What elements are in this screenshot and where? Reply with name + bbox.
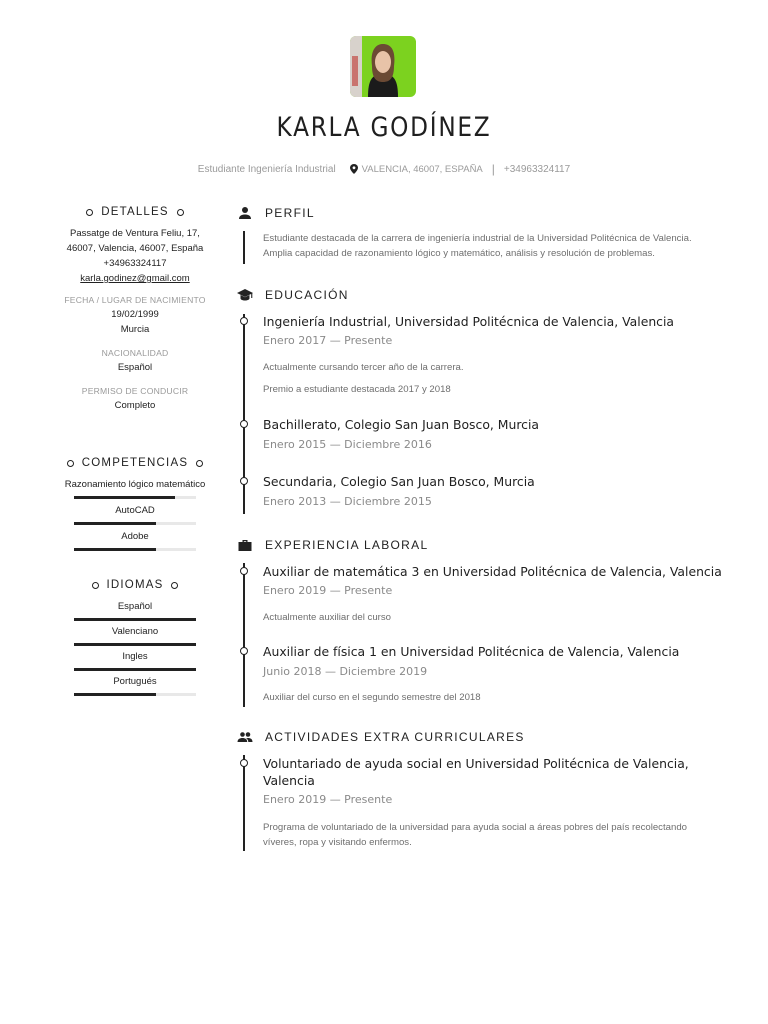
details-phone: +34963324117 xyxy=(103,258,167,269)
email-link[interactable]: karla.godinez@gmail.com xyxy=(80,273,190,284)
language-label: Ingles xyxy=(122,651,148,662)
language-item xyxy=(60,650,210,671)
education-entry-desc: Actualmente cursando tercer año de la carrera. xyxy=(263,362,464,373)
language-item xyxy=(60,600,210,621)
nationality-label: NACIONALIDAD xyxy=(101,348,169,358)
candidate-name: KARLA GODÍNEZ xyxy=(276,112,492,143)
header-separator: | xyxy=(491,162,495,176)
experience-entry-title: Auxiliar de matemática 3 en Universidad Politécnica de Valencia, Valencia xyxy=(263,564,722,579)
education-heading xyxy=(237,287,349,303)
language-level-fill xyxy=(74,668,196,671)
education-title: EDUCACIÓN xyxy=(265,288,349,302)
experience-heading xyxy=(237,537,428,553)
activities-entry-title: Voluntariado de ayuda social en Universidad Politécnica de Valencia, Valencia xyxy=(263,756,689,788)
skill-label: Adobe xyxy=(121,531,149,542)
profile-photo xyxy=(350,36,416,97)
birth-label: FECHA / LUGAR DE NACIMIENTO xyxy=(64,295,206,305)
profile-title: PERFIL xyxy=(265,206,315,220)
skill-label: Razonamiento lógico matemático xyxy=(64,479,206,490)
experience-entry-desc: Actualmente auxiliar del curso xyxy=(263,612,391,623)
skill-item xyxy=(60,504,210,525)
skill-level-bar xyxy=(74,548,196,551)
job-title: Estudiante Ingeniería Industrial xyxy=(197,163,336,175)
activities-timeline-line xyxy=(243,755,245,851)
language-level-fill xyxy=(74,618,196,621)
languages-section xyxy=(60,579,210,700)
education-entry-date: Enero 2013 — Diciembre 2015 xyxy=(263,495,432,508)
education-entry-title: Ingeniería Industrial, Universidad Politécnica de Valencia, Valencia xyxy=(263,314,675,329)
birth-date: 19/02/1999 xyxy=(111,309,159,320)
language-label: Español xyxy=(117,601,153,612)
skill-level-bar xyxy=(74,522,196,525)
details-section xyxy=(60,206,210,413)
experience-entry-date: Enero 2019 — Presente xyxy=(263,584,393,597)
experience-entry-title: Auxiliar de física 1 en Universidad Politécnica de Valencia, Valencia xyxy=(263,644,680,659)
skill-level-fill xyxy=(74,496,175,499)
timeline-dot xyxy=(240,477,248,485)
language-item xyxy=(60,625,210,646)
nationality-value: Español xyxy=(117,362,153,373)
language-level-bar xyxy=(74,668,196,671)
languages-title: IDIOMAS xyxy=(106,579,164,591)
license-label: PERMISO DE CONDUCIR xyxy=(81,386,189,396)
location xyxy=(350,164,483,175)
experience-entry-date: Junio 2018 — Diciembre 2019 xyxy=(263,665,428,678)
ring-icon xyxy=(67,460,74,467)
profile-text: Estudiante destacada de la carrera de ingeniería industrial de la Universidad Politécnica de Valencia. Amplia capacidad de razonamiento lógico y matemático, análisis y resolución de problemas. xyxy=(263,233,692,259)
address-line-2: 46007, Valencia, 46007, España xyxy=(66,243,204,254)
education-entry-desc: Premio a estudiante destacada 2017 y 2018 xyxy=(263,384,451,395)
timeline-dot xyxy=(240,759,248,767)
language-label: Valenciano xyxy=(111,626,159,637)
education-entry-title: Secundaria, Colegio San Juan Bosco, Murcia xyxy=(263,474,535,489)
timeline-dot xyxy=(240,317,248,325)
language-level-bar xyxy=(74,693,196,696)
ring-icon xyxy=(171,582,178,589)
person-icon xyxy=(237,205,253,221)
skill-level-bar xyxy=(74,496,196,499)
ring-icon xyxy=(92,582,99,589)
ring-icon xyxy=(86,209,93,216)
activities-entry-date: Enero 2019 — Presente xyxy=(263,793,393,806)
skill-level-fill xyxy=(74,548,156,551)
experience-entry-desc: Auxiliar del curso en el segundo semestre del 2018 xyxy=(263,692,481,703)
header-phone: +34963324117 xyxy=(503,163,571,175)
languages-heading xyxy=(60,579,210,591)
location-text: VALENCIA, 46007, ESPAÑA xyxy=(361,163,483,175)
language-item xyxy=(60,675,210,696)
ring-icon xyxy=(196,460,203,467)
skills-title: COMPETENCIAS xyxy=(81,457,189,469)
activities-title: ACTIVIDADES EXTRA CURRICULARES xyxy=(265,730,525,744)
language-level-bar xyxy=(74,643,196,646)
details-title: DETALLES xyxy=(101,206,169,218)
timeline-dot xyxy=(240,567,248,575)
timeline-dot xyxy=(240,647,248,655)
education-entry-date: Enero 2015 — Diciembre 2016 xyxy=(263,438,432,451)
education-entry-date: Enero 2017 — Presente xyxy=(263,334,393,347)
profile-heading xyxy=(237,205,315,221)
language-level-bar xyxy=(74,618,196,621)
experience-title: EXPERIENCIA LABORAL xyxy=(265,538,429,552)
graduation-cap-icon xyxy=(237,287,253,303)
header-contact-line xyxy=(0,162,768,176)
language-level-fill xyxy=(74,693,156,696)
skills-heading xyxy=(60,457,210,469)
language-level-fill xyxy=(74,643,196,646)
location-pin-icon xyxy=(350,164,358,174)
activities-entry-desc: Programa de voluntariado de la universidad para ayuda social a áreas pobres del país recolectando víveres, ropa y visitando enfermos. xyxy=(263,822,687,848)
ring-icon xyxy=(177,209,184,216)
skill-item xyxy=(60,478,210,499)
activities-heading xyxy=(237,729,525,745)
experience-timeline-line xyxy=(243,563,245,707)
license-value: Completo xyxy=(114,400,156,411)
skill-item xyxy=(60,530,210,551)
timeline-dot xyxy=(240,420,248,428)
people-icon xyxy=(237,729,253,745)
skills-section xyxy=(60,457,210,556)
address-line-1: Passatge de Ventura Feliu, 17, xyxy=(70,228,200,239)
language-label: Portugués xyxy=(113,676,157,687)
education-entry-title: Bachillerato, Colegio San Juan Bosco, Murcia xyxy=(263,417,539,432)
birth-place: Murcia xyxy=(120,324,150,335)
briefcase-icon xyxy=(237,537,253,553)
details-heading xyxy=(60,206,210,218)
skill-level-fill xyxy=(74,522,156,525)
profile-line xyxy=(243,231,245,264)
skill-label: AutoCAD xyxy=(115,505,155,516)
